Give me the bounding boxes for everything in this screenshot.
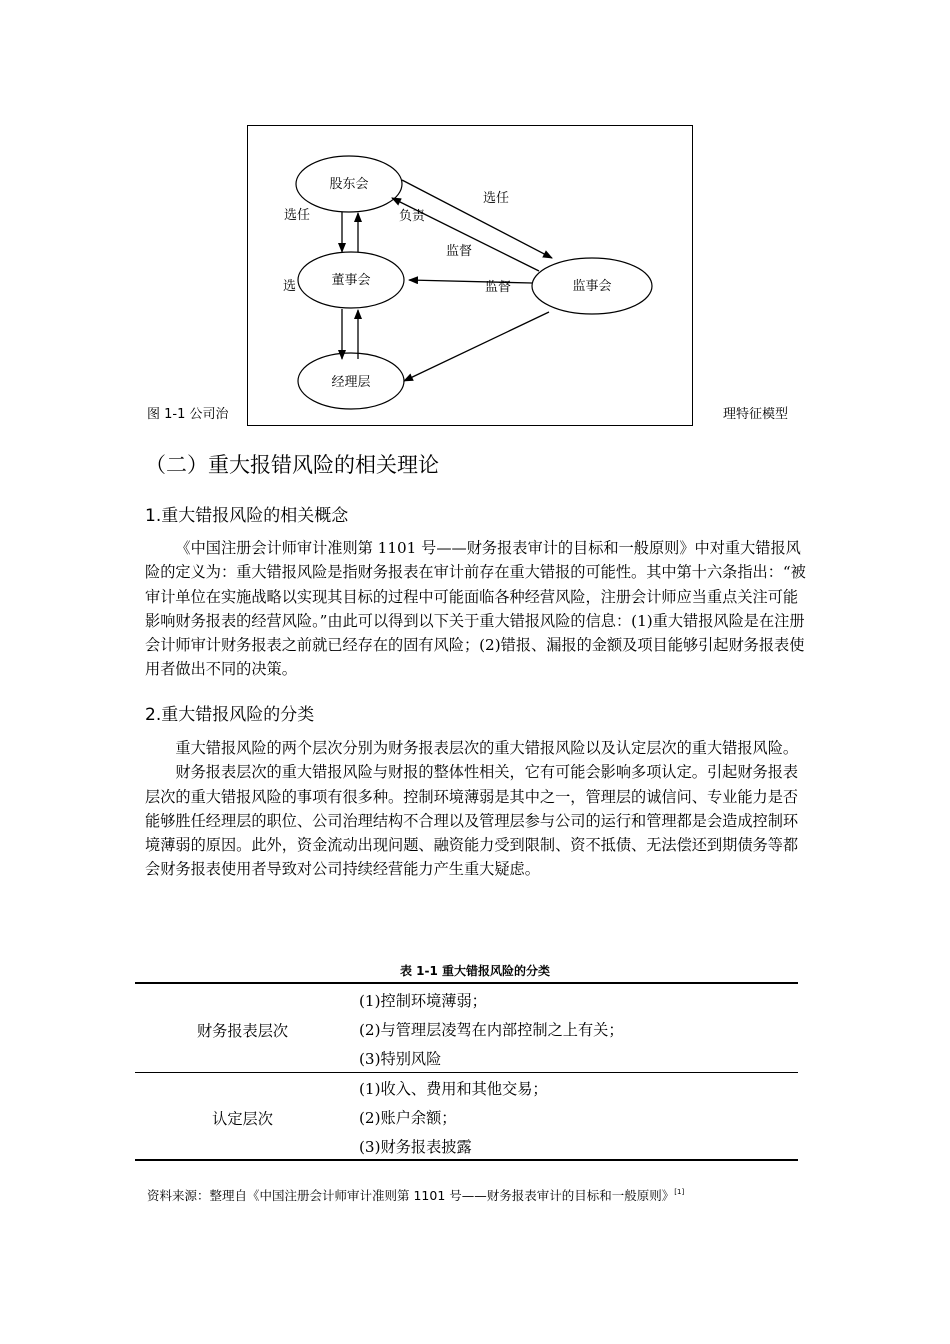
table-row-1-items (359, 987, 624, 1074)
section-title: （二）重大报错风险的相关理论 (145, 453, 439, 477)
edge-label-supervise-upper: 监督 (446, 244, 473, 259)
table-source-note (147, 1186, 684, 1204)
supervise-management-arrow (404, 312, 549, 381)
edge-label-elect-right: 选任 (483, 191, 510, 206)
figure-caption-left: 图 1-1 公司治 (147, 407, 229, 422)
edge-label-elect-left: 选任 (284, 208, 311, 223)
edge-label-elect-partial: 选 (283, 279, 297, 294)
subsection-1-paragraph: 《中国注册会计师审计准则第 1101 号——财务报表审计的目标和一般原则》中对重大错报风险的定义为：重大错报风险是指财务报表在审计前存在重大错报的可能性。其中第十六条指出：“被审计单位在实施战略以实现其目标的过程中可能面临各种经营风险，注册会计师应当重点关注可能影响财务报表的经营风险。”由此可以得到以下关于重大错报风险的信息：(1)重大错报风险是在注册会计师审计财务报表之前就已经存在的固有风险；(2)错报、漏报的金额及项目能够引起财务报表使用者做出不同的决策。 (145, 539, 806, 679)
table-row-2-item-1: (1)收入、费用和其他交易； (359, 1080, 548, 1098)
subsection-2-paragraph-1: 重大错报风险的两个层次分别为财务报表层次的重大错报风险以及认定层次的重大错报风险。 (175, 739, 799, 757)
table-row-2-level: 认定层次 (212, 1110, 273, 1128)
table-row-1-level: 财务报表层次 (196, 1022, 289, 1040)
table-title: 表 1-1 重大错报风险的分类 (399, 964, 551, 978)
supervise-board-arrow (409, 280, 532, 283)
table-bottom-rule (135, 1159, 798, 1161)
board-label: 董事会 (331, 273, 371, 288)
figure-caption-right: 理特征模型 (723, 407, 789, 422)
table-source-ref: [1] (674, 1188, 685, 1196)
edge-label-responsible: 负责 (399, 209, 426, 224)
table-row-1-item-2: (2)与管理层凌驾在内部控制之上有关； (359, 1021, 624, 1039)
edge-label-supervise-lower: 监督 (485, 280, 512, 295)
table-row-2-item-3: (3)财务报表披露 (359, 1138, 472, 1156)
table-middle-rule (135, 1072, 798, 1073)
subsection-2-body (145, 736, 807, 882)
subsection-1-heading: 1.重大错报风险的相关概念 (145, 506, 349, 526)
governance-diagram (247, 125, 693, 426)
subsection-1-body (145, 536, 807, 682)
table-row-1-item-1: (1)控制环境薄弱； (359, 992, 487, 1010)
subsection-2-heading: 2.重大错报风险的分类 (145, 705, 315, 725)
table-source-text: 资料来源：整理自《中国注册会计师审计准则第 1101 号——财务报表审计的目标和一般原则》 (147, 1188, 675, 1203)
table-row-1-item-3: (3)特别风险 (359, 1050, 442, 1068)
table-row-2-items (359, 1075, 548, 1162)
table-row-2-item-2: (2)账户余额； (359, 1109, 457, 1127)
shareholders-label: 股东会 (329, 177, 369, 192)
supervisors-label: 监事会 (572, 279, 612, 294)
subsection-2-paragraph-2: 财务报表层次的重大错报风险与财报的整体性相关，它有可能会影响多项认定。引起财务报表层次的重大错报风险的事项有很多种。控制环境薄弱是其中之一，管理层的诚信问、专业能力是否能够胜任经理层的职位、公司治理结构不合理以及管理层参与公司的运行和管理都是会造成控制环境薄弱的原因。此外，资金流动出现问题、融资能力受到限制、资不抵债、无法偿还到期债务等都会财务报表使用者导致对公司持续经营能力产生重大疑虑。 (145, 763, 799, 879)
table-top-rule (135, 982, 798, 984)
management-label: 经理层 (331, 375, 371, 390)
